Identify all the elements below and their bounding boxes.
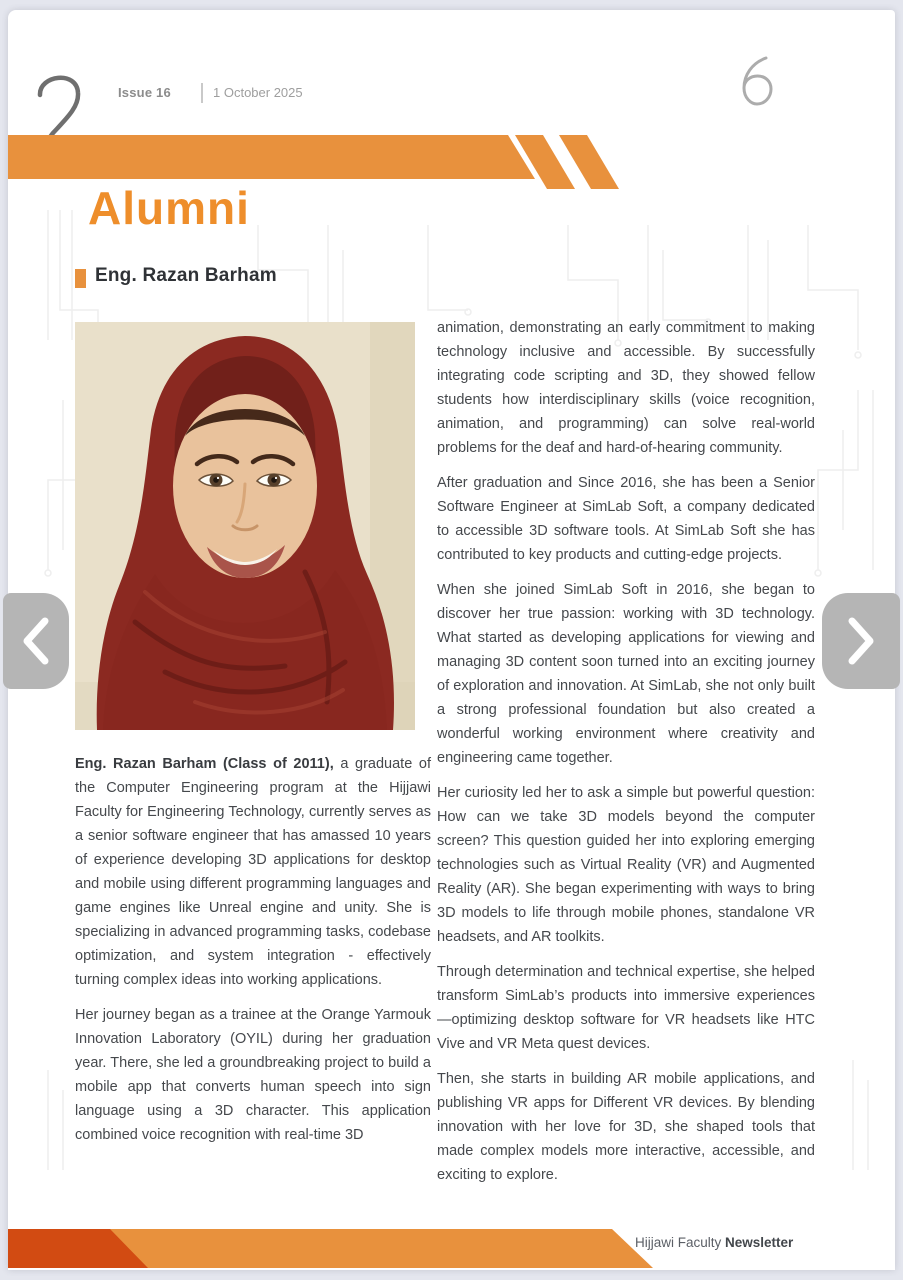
paragraph: [75, 752, 431, 992]
footer-text-bold: Newsletter: [725, 1235, 794, 1250]
article-right-column: [437, 316, 815, 1198]
footer-band: [8, 1229, 658, 1268]
portrait-photo: [75, 322, 415, 730]
section-heading: Eng. Razan Barham: [95, 265, 277, 286]
chevron-left-icon: [19, 613, 53, 669]
paragraph-text: a graduate of the Computer Engineering program at the Hijjawi Faculty for Engineering Technology, currently serves as a senior software engineer that has amassed 10 years of experience developing 3D applications for desktop and mobile using different programming languages and game engines like Unreal engine and unity. She is specializing in advanced programming tasks, codebase optimization, and system integration - effectively turning complex ideas into working applications.: [75, 756, 431, 988]
article-left-column: [75, 752, 431, 1158]
paragraph: animation, demonstrating an early commitment to making technology inclusive and accessible. By successfully integrating code scripting and 3D, they showed fellow students how interdisciplinary skills (voice recognition, animation, and programming) can solve real-world problems for the deaf and hard-of-hearing community.: [437, 320, 815, 456]
chevron-right-icon: [844, 613, 878, 669]
header-divider: [201, 83, 203, 103]
corner-page-number-glyph: [736, 55, 778, 107]
paragraph: When she joined SimLab Soft in 2016, she began to discover her true passion: working with 3D technology. What started as developing applications for viewing and managing 3D content soon turned into an exciting journey of exploration and innovation. At SimLab, she not only built a strong professional foundation but also created a wonderful working environment where creativity and engineering came together.: [437, 582, 815, 766]
footer-text: [635, 1235, 793, 1250]
paragraph: Her curiosity led her to ask a simple but powerful question: How can we take 3D models beyond the computer screen? This question guided her into exploring emerging technologies such as Virtual Reality (VR) and Augmented Reality (AR). She began experimenting with ways to bring 3D models to life through mobile phones, standalone VR headsets, and AR toolkits.: [437, 785, 815, 945]
prev-page-button[interactable]: [3, 593, 69, 689]
paragraph-lead: Eng. Razan Barham (Class of 2011),: [75, 756, 334, 772]
footer-text-regular: Hijjawi Faculty: [635, 1235, 726, 1250]
paragraph: Through determination and technical expertise, she helped transform SimLab’s products into immersive experiences—optimizing desktop software for VR headsets like HTC Vive and VR Meta quest devices.: [437, 964, 815, 1052]
next-page-button[interactable]: [822, 593, 900, 689]
page-title: Alumni: [88, 182, 250, 234]
section-bullet-square: [75, 269, 86, 288]
paragraph: Then, she starts in building AR mobile applications, and publishing VR apps for Different VR devices. By blending innovation with her love for 3D, she shaped tools that made complex models more interactive, accessible, and exciting to explore.: [437, 1071, 815, 1183]
date-label: 1 October 2025: [213, 85, 303, 100]
issue-label: Issue 16: [118, 85, 171, 100]
paragraph-text: Her journey began as a trainee at the Orange Yarmouk Innovation Laboratory (OYIL) during her graduation year. There, she led a groundbreaking project to build a mobile app that converts human speech into sign language using a 3D character. This application combined voice recognition with real-time 3D: [75, 1007, 431, 1143]
paragraph: [75, 1003, 431, 1147]
paragraph: After graduation and Since 2016, she has been a Senior Software Engineer at SimLab Soft, a company dedicated to accessible 3D software tools. At SimLab Soft she has contributed to key products and cutting-edge projects.: [437, 475, 815, 563]
